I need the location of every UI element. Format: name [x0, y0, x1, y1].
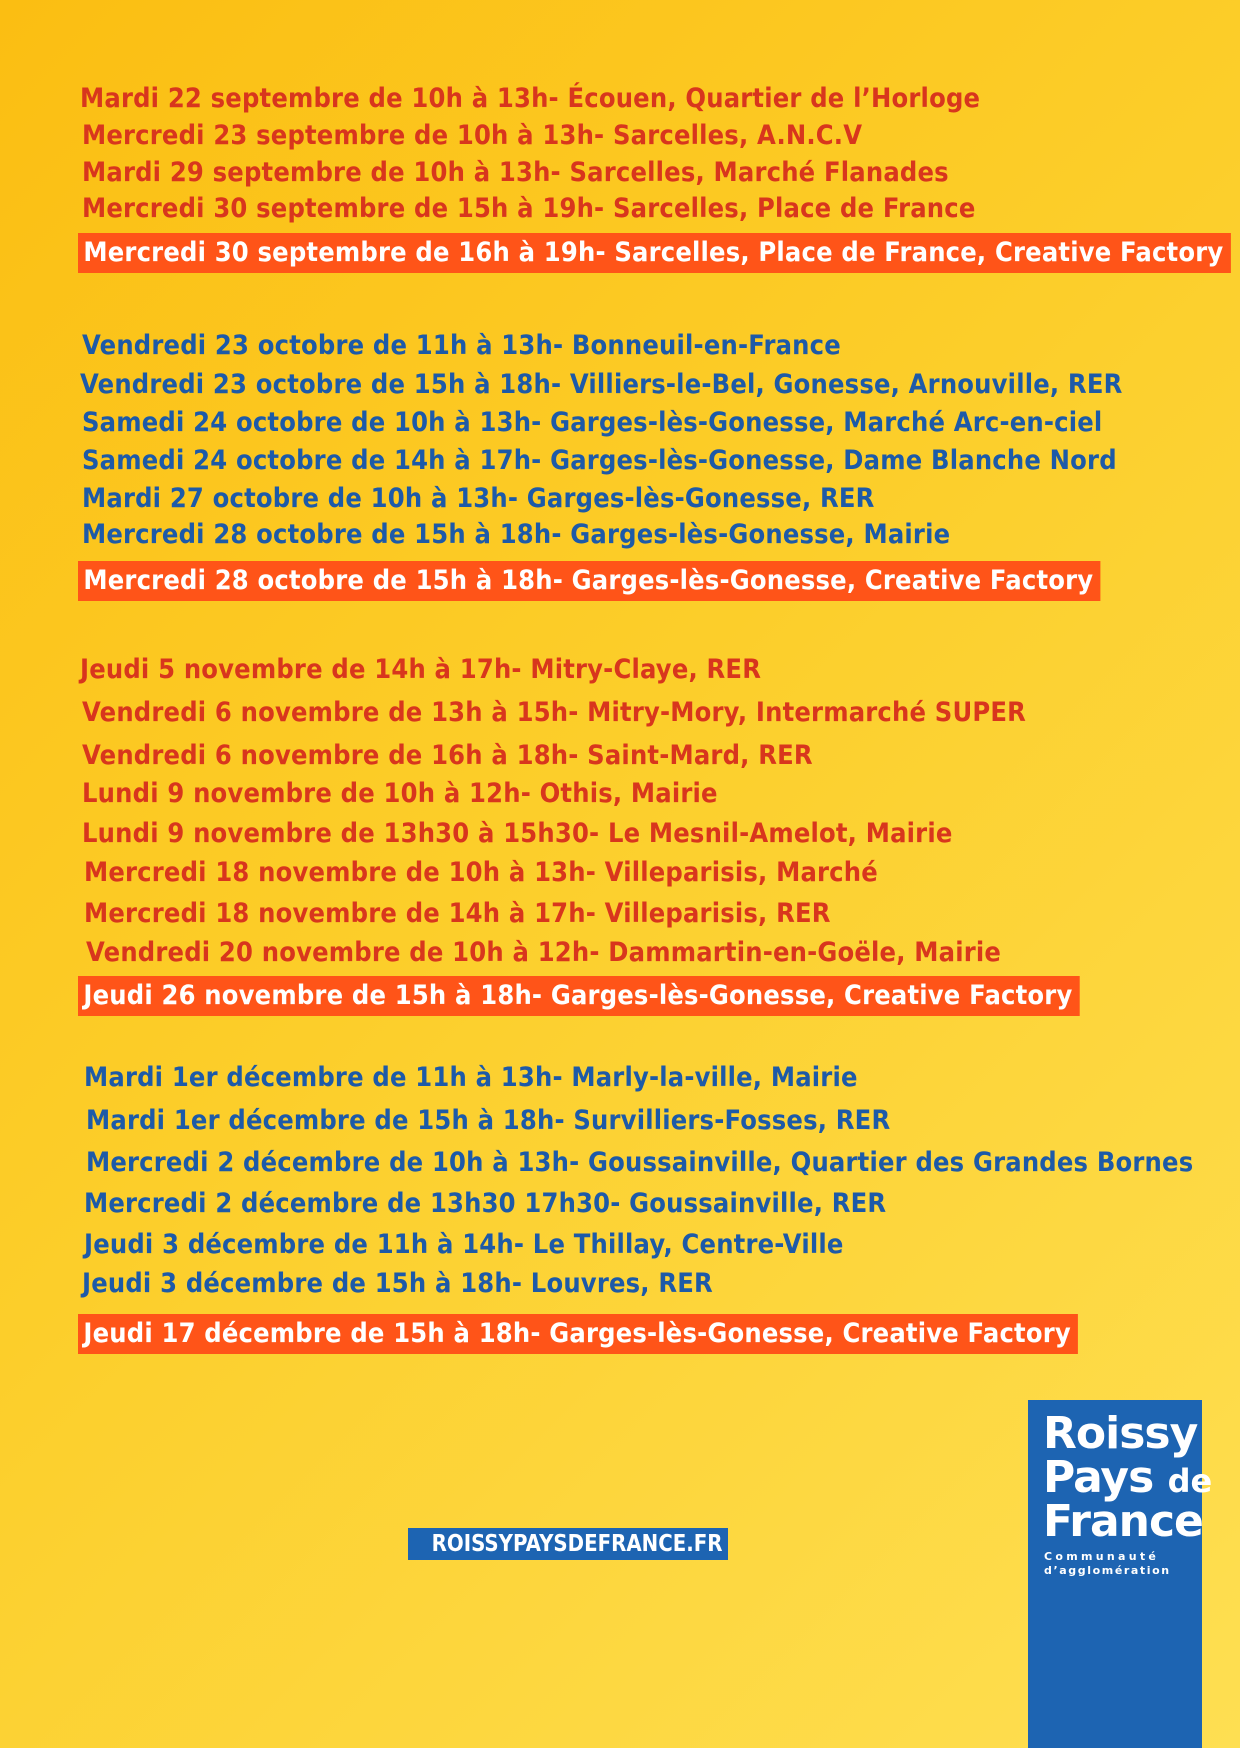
event-line: Mercredi 18 novembre de 14h à 17h- Villeparisis, RER	[84, 898, 831, 929]
event-line: Vendredi 6 novembre de 16h à 18h- Saint-Mard, RER	[82, 740, 813, 771]
highlighted-event-line: Jeudi 26 novembre de 15h à 18h- Garges-lès-Gonesse, Creative Factory	[78, 976, 1080, 1016]
logo-word-de: de	[1167, 1462, 1213, 1500]
event-line: Mercredi 2 décembre de 13h30 17h30- Goussainville, RER	[84, 1188, 887, 1219]
event-line: Mercredi 28 octobre de 15h à 18h- Garges-lès-Gonesse, Mairie	[82, 519, 951, 550]
event-line: Mercredi 18 novembre de 10h à 13h- Villeparisis, Marché	[84, 857, 878, 888]
event-line: Vendredi 23 octobre de 11h à 13h- Bonneuil-en-France	[82, 330, 841, 361]
highlighted-event-line: Mercredi 28 octobre de 15h à 18h- Garges-lès-Gonesse, Creative Factory	[78, 561, 1100, 601]
event-line: Vendredi 6 novembre de 13h à 15h- Mitry-Mory, Intermarché SUPER	[82, 697, 1027, 728]
event-line: Mercredi 2 décembre de 10h à 13h- Goussainville, Quartier des Grandes Bornes	[86, 1147, 1194, 1178]
highlighted-event-line: Jeudi 17 décembre de 15h à 18h- Garges-lès-Gonesse, Creative Factory	[78, 1314, 1078, 1354]
event-line: Samedi 24 octobre de 14h à 17h- Garges-lès-Gonesse, Dame Blanche Nord	[82, 445, 1117, 476]
logo-subtitle-communaute: Communauté	[1044, 1550, 1160, 1563]
event-line: Vendredi 23 octobre de 15h à 18h- Villiers-le-Bel, Gonesse, Arnouville, RER	[80, 369, 1123, 400]
roissy-pays-de-france-logo	[1028, 1400, 1213, 1748]
event-line: Jeudi 3 décembre de 11h à 14h- Le Thillay, Centre-Ville	[84, 1229, 844, 1260]
event-line: Jeudi 5 novembre de 14h à 17h- Mitry-Claye, RER	[80, 654, 762, 685]
website-link[interactable]	[408, 1528, 728, 1560]
logo-line-roissy: Roissy	[1043, 1408, 1198, 1459]
event-line: Lundi 9 novembre de 10h à 12h- Othis, Mairie	[82, 778, 718, 809]
highlighted-event-line: Mercredi 30 septembre de 16h à 19h- Sarcelles, Place de France, Creative Factory	[78, 233, 1231, 273]
logo-subtitle-agglomeration: d’agglomération	[1044, 1564, 1171, 1577]
event-line: Mardi 22 septembre de 10h à 13h- Écouen, Quartier de l’Horloge	[80, 83, 981, 114]
event-line: Mardi 29 septembre de 10h à 13h- Sarcelles, Marché Flanades	[82, 157, 949, 188]
logo-word-pays: Pays	[1043, 1452, 1154, 1503]
event-line: Mardi 27 octobre de 10h à 13h- Garges-lès-Gonesse, RER	[82, 483, 875, 514]
event-line: Lundi 9 novembre de 13h30 à 15h30- Le Mesnil-Amelot, Mairie	[82, 818, 953, 849]
event-line: Mardi 1er décembre de 15h à 18h- Survilliers-Fosses, RER	[86, 1105, 891, 1136]
event-line: Mercredi 30 septembre de 15h à 19h- Sarcelles, Place de France	[82, 193, 976, 224]
logo-line-france: France	[1043, 1496, 1203, 1547]
event-line: Mercredi 23 septembre de 10h à 13h- Sarcelles, A.N.C.V	[82, 120, 863, 151]
event-line: Jeudi 3 décembre de 15h à 18h- Louvres, RER	[82, 1268, 713, 1299]
event-line: Mardi 1er décembre de 11h à 13h- Marly-la-ville, Mairie	[84, 1062, 858, 1093]
event-line: Vendredi 20 novembre de 10h à 12h- Dammartin-en-Goële, Mairie	[86, 937, 1002, 968]
event-line: Samedi 24 octobre de 10h à 13h- Garges-lès-Gonesse, Marché Arc-en-ciel	[82, 407, 1103, 438]
website-label: ROISSYPAYSDEFRANCE.FR	[431, 1531, 723, 1557]
